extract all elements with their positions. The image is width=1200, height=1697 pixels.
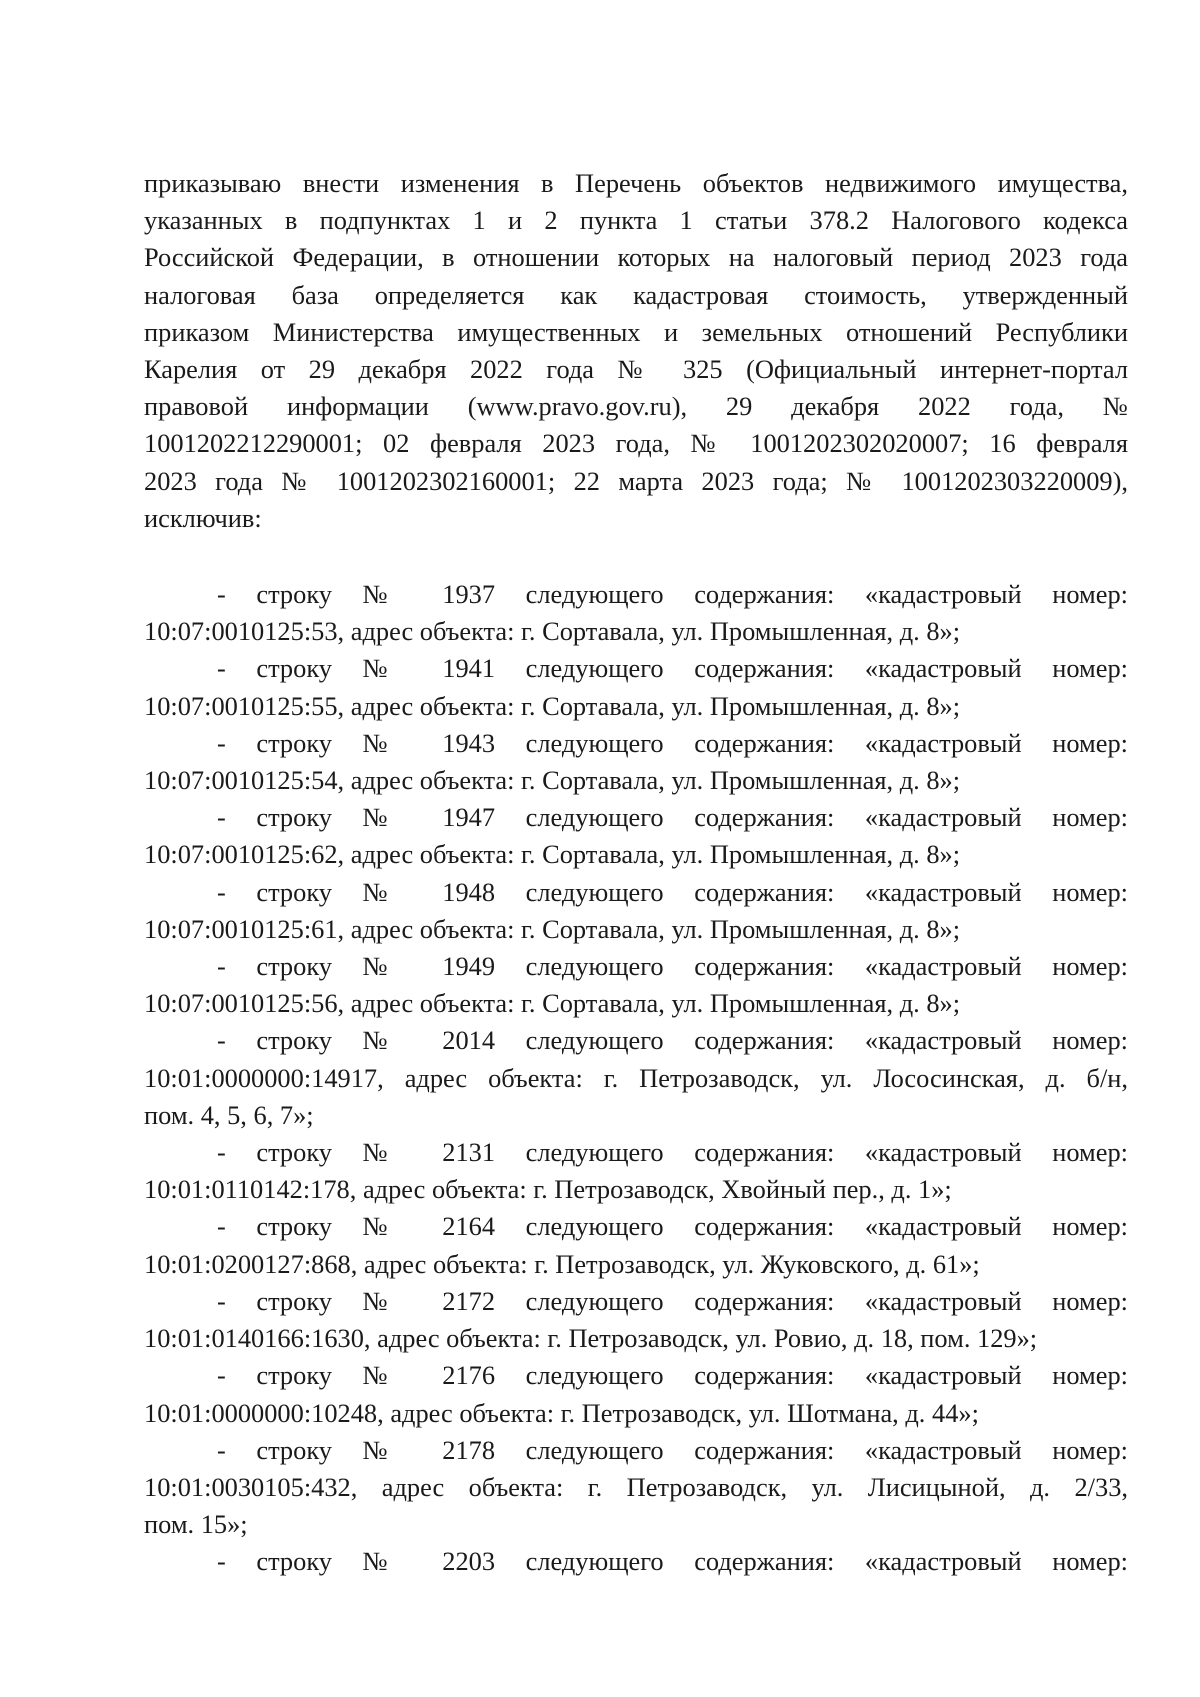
intro-line: приказываю внести изменения в Перечень объектов недвижимого имущества, xyxy=(144,168,1128,198)
intro-line: исключив: xyxy=(144,502,262,533)
list-item xyxy=(144,874,1128,948)
item-continuation-line: 10:01:0200127:868, адрес объекта: г. Петрозаводск, ул. Жуковского, д. 61»; xyxy=(144,1248,980,1279)
intro-line: 1001202212290001; 02 февраля 2023 года, № 1001202302020007; 16 февраля xyxy=(144,428,1128,459)
exclusion-list xyxy=(144,576,1128,1580)
item-first-line: - строку № 2178 следующего содержания: «кадастровый номер: xyxy=(217,1434,1128,1465)
list-item xyxy=(144,1022,1128,1134)
item-continuation-line: 10:07:0010125:55, адрес объекта: г. Сортавала, ул. Промышленная, д. 8»; xyxy=(144,690,961,721)
list-item xyxy=(144,1134,1128,1208)
intro-line: 2023 года № 1001202302160001; 22 марта 2023 года; № 1001202303220009), xyxy=(144,465,1128,496)
list-item xyxy=(144,1283,1128,1357)
list-item xyxy=(144,1357,1128,1431)
item-continuation-line: 10:07:0010125:61, адрес объекта: г. Сортавала, ул. Промышленная, д. 8»; xyxy=(144,913,961,944)
intro-line: Карелия от 29 декабря 2022 года № 325 (Официальный интернет-портал xyxy=(144,354,1128,385)
intro-line: Российской Федерации, в отношении которых на налоговый период 2023 года xyxy=(144,242,1128,273)
item-continuation-line: пом. 4, 5, 6, 7»; xyxy=(144,1099,314,1130)
item-first-line: - строку № 1941 следующего содержания: «кадастровый номер: xyxy=(217,653,1128,684)
intro-line: приказом Министерства имущественных и земельных отношений Республики xyxy=(144,316,1128,347)
item-first-line: - строку № 2164 следующего содержания: «кадастровый номер: xyxy=(217,1211,1128,1242)
item-first-line: - строку № 2131 следующего содержания: «кадастровый номер: xyxy=(217,1137,1128,1168)
item-continuation-line: 10:07:0010125:62, адрес объекта: г. Сортавала, ул. Промышленная, д. 8»; xyxy=(144,839,961,870)
item-first-line: - строку № 2172 следующего содержания: «кадастровый номер: xyxy=(217,1285,1128,1316)
item-first-line: - строку № 2203 следующего содержания: «кадастровый номер: xyxy=(217,1546,1128,1577)
item-first-line: - строку № 1949 следующего содержания: «кадастровый номер: xyxy=(217,951,1128,982)
item-continuation-line: 10:07:0010125:53, адрес объекта: г. Сортавала, ул. Промышленная, д. 8»; xyxy=(144,616,961,647)
list-item xyxy=(144,725,1128,799)
intro-paragraph xyxy=(144,165,1128,537)
item-continuation-line: 10:01:0140166:1630, адрес объекта: г. Петрозаводск, ул. Ровио, д. 18, пом. 129»; xyxy=(144,1323,1038,1354)
item-first-line: - строку № 2176 следующего содержания: «кадастровый номер: xyxy=(217,1360,1128,1391)
item-continuation-line: 10:01:0000000:14917, адрес объекта: г. Петрозаводск, ул. Лососинская, д. б/н, xyxy=(144,1062,1128,1093)
item-continuation-line: пом. 15»; xyxy=(144,1509,248,1540)
item-first-line: - строку № 1937 следующего содержания: «кадастровый номер: xyxy=(217,579,1128,610)
document-body xyxy=(144,165,1128,1581)
item-first-line: - строку № 1948 следующего содержания: «кадастровый номер: xyxy=(217,876,1128,907)
item-continuation-line: 10:07:0010125:54, адрес объекта: г. Сортавала, ул. Промышленная, д. 8»; xyxy=(144,765,961,796)
list-item xyxy=(144,799,1128,873)
item-first-line: - строку № 1947 следующего содержания: «кадастровый номер: xyxy=(217,802,1128,833)
intro-line: правовой информации (www.pravo.gov.ru), 29 декабря 2022 года, № xyxy=(144,391,1128,422)
item-first-line: - строку № 2014 следующего содержания: «кадастровый номер: xyxy=(217,1025,1128,1056)
list-item xyxy=(144,1543,1128,1580)
item-continuation-line: 10:01:0110142:178, адрес объекта: г. Петрозаводск, Хвойный пер., д. 1»; xyxy=(144,1174,952,1205)
item-continuation-line: 10:01:0000000:10248, адрес объекта: г. Петрозаводск, ул. Шотмана, д. 44»; xyxy=(144,1397,979,1428)
list-item xyxy=(144,948,1128,1022)
intro-line: налоговая база определяется как кадастровая стоимость, утвержденный xyxy=(144,279,1128,310)
item-continuation-line: 10:01:0030105:432, адрес объекта: г. Петрозаводск, ул. Лисицыной, д. 2/33, xyxy=(144,1471,1128,1502)
item-continuation-line: 10:07:0010125:56, адрес объекта: г. Сортавала, ул. Промышленная, д. 8»; xyxy=(144,988,961,1019)
intro-line: указанных в подпунктах 1 и 2 пункта 1 статьи 378.2 Налогового кодекса xyxy=(144,205,1128,236)
list-item xyxy=(144,1432,1128,1544)
list-item xyxy=(144,576,1128,650)
list-item xyxy=(144,1208,1128,1282)
list-item xyxy=(144,650,1128,724)
item-first-line: - строку № 1943 следующего содержания: «кадастровый номер: xyxy=(217,727,1128,758)
